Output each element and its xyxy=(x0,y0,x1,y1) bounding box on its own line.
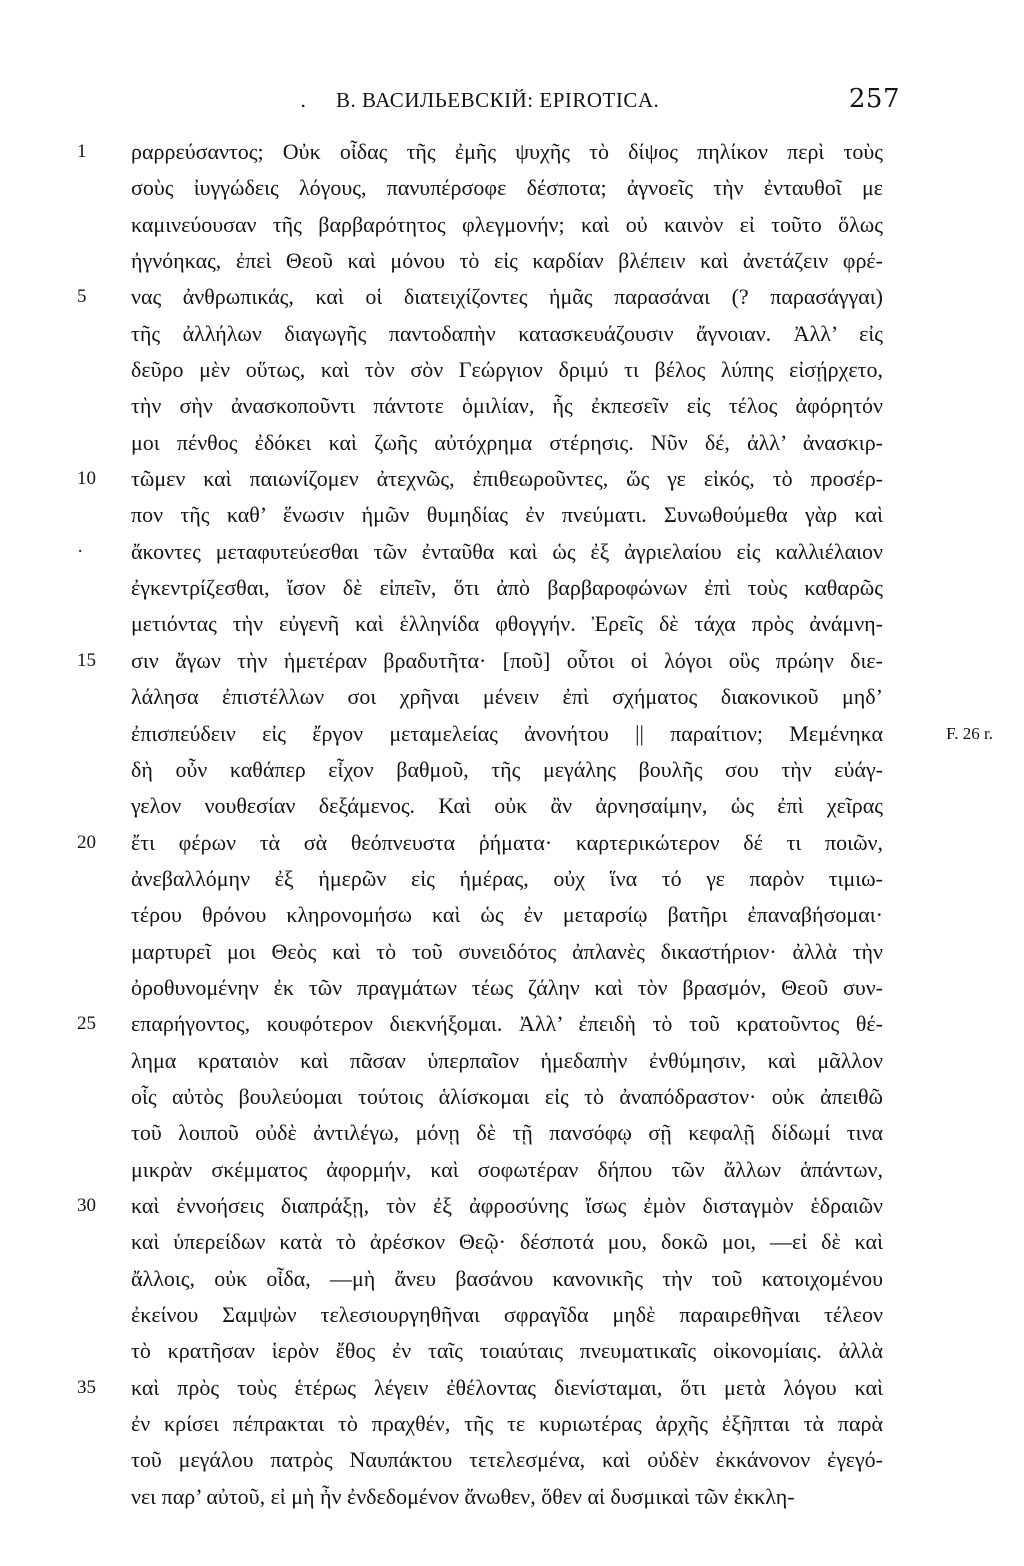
line-text: ραρρεύσαντος; Οὐκ οἶδας τῆς ἐμῆς ψυχῆς τὸ δίψος πηλίκον περὶ τοὺς xyxy=(131,139,883,164)
text-line xyxy=(131,388,883,424)
text-line xyxy=(77,1370,883,1406)
line-number: 30 xyxy=(77,1194,96,1216)
line-text: ἐκείνου Σαμψὼν τελεσιουργηθῆναι σφραγῖδα μηδὲ παραιρεθῆναι τέλεον xyxy=(131,1302,883,1327)
text-line xyxy=(77,461,883,497)
text-line xyxy=(77,534,883,570)
text-line xyxy=(131,1043,883,1079)
line-text: ἐπισπεύδειν εἰς ἔργον μεταμελείας ἀνονήτου || παραίτιον; Μεμένηκα xyxy=(131,720,883,746)
running-head xyxy=(300,84,900,120)
line-text: λημα κραταιὸν καὶ πᾶσαν ὑπερπαῖον ἡμεδαπὴν ἐνθύμησιν, καὶ μᾶλλον xyxy=(131,1047,883,1073)
line-text: τοῦ λοιποῦ οὐδὲ ἀντιλέγω, μόνῃ δὲ τῇ πανσόφῳ σῇ κεφαλῇ δίδωμί τινα xyxy=(131,1120,883,1146)
line-text: καὶ πρὸς τοὺς ἑτέρως λέγειν ἐθέλοντας διενίσταμαι, ὅτι μετὰ λόγου καὶ xyxy=(131,1374,883,1400)
line-text: δεῦρο μὲν οὕτως, καὶ τὸν σὸν Γεώργιον δριμύ τι βέλος λύπης εἰσῄρχετο, xyxy=(131,357,883,383)
line-text: δὴ οὖν καθάπερ εἶχον βαθμοῦ, τῆς μεγάλης βουλῆς σου τὴν εὐάγ- xyxy=(131,756,883,782)
line-text: τοῦ μεγάλου πατρὸς Ναυπάκτου τετελεσμένα, καὶ οὐδὲν ἐκκάνονον ἐγεγό- xyxy=(131,1447,883,1473)
line-text: ἐν κρίσει πέπρακται τὸ πραχθέν, τῆς τε κυριωτέρας ἀρχῆς ἐξῆπται τὰ παρὰ xyxy=(131,1411,883,1437)
line-text: γελον νουθεσίαν δεξάμενος. Καὶ οὐκ ἂν ἀρνησαίμην, ὡς ἐπὶ χεῖρας xyxy=(131,793,883,819)
line-text: ἄλλοις, οὐκ οἶδα, —μὴ ἄνευ βασάνου κανονικῆς τὴν τοῦ κατοιχομένου xyxy=(131,1265,883,1291)
line-number: 25 xyxy=(77,1013,96,1035)
line-text: επαρήγοντος, κουφότερον διεκνήξομαι. Ἀλλ’ ἐπειδὴ τὸ τοῦ κρατοῦντος θέ- xyxy=(131,1011,883,1037)
text-line xyxy=(131,207,883,243)
line-text: οἷς αὐτὸς βουλεύομαι τούτοις ἁλίσκομαι εἰς τὸ ἀναπόδραστον· οὐκ ἀπειθῶ xyxy=(131,1083,883,1109)
line-text: μοι πένθος ἐδόκει καὶ ζωῆς αὐτόχρημα στέρησις. Νῦν δέ, ἀλλ’ ἀνασκιρ- xyxy=(131,429,883,455)
line-number: 5 xyxy=(77,286,87,308)
line-text: ἀνεβαλλόμην ἐξ ἡμερῶν εἰς ἡμέρας, οὐχ ἵνα τό γε παρὸν τιμιω- xyxy=(131,865,883,891)
running-head-dot: . xyxy=(300,88,307,112)
line-text: τὴν σὴν ἀνασκοποῦντι πάντοτε ὁμιλίαν, ἧς ἐκπεσεῖν εἰς τέλος ἀφόρητόν xyxy=(131,393,883,419)
text-line xyxy=(131,1079,883,1115)
line-number: 35 xyxy=(77,1376,96,1398)
line-text: καὶ ὑπερείδων κατὰ τὸ ἀρέσκον Θεῷ· δέσποτά μου, δοκῶ μοι, —εἰ δὲ καὶ xyxy=(131,1229,883,1255)
text-line xyxy=(131,243,883,279)
line-text: ἐγκεντρίζεσθαι, ἴσον δὲ εἰπεῖν, ὅτι ἀπὸ βαρβαροφώνων ἐπὶ τοὺς καθαρῶς xyxy=(131,575,883,601)
text-line xyxy=(131,1152,883,1188)
text-line xyxy=(131,679,883,715)
text-line xyxy=(131,716,993,752)
line-text: τὸ κρατῆσαν ἱερὸν ἔθος ἐν ταῖς τοιαύταις πνευματικαῖς οἰκονομίαις. ἀλλὰ xyxy=(131,1338,883,1364)
line-text: καμινεύουσαν τῆς βαρβαρότητος φλεγμονήν; καὶ οὐ καινὸν εἰ τοῦτο ὅλως xyxy=(131,211,883,237)
text-line xyxy=(77,279,883,315)
text-line xyxy=(131,1261,883,1297)
text-line xyxy=(131,425,883,461)
line-text: τῶμεν καὶ παιωνίζομεν ἀτεχνῶς, ἐπιθεωροῦντες, ὥς γε εἰκός, τὸ προσέρ- xyxy=(131,466,883,492)
text-line xyxy=(131,1406,883,1442)
text-line xyxy=(77,134,883,170)
text-line xyxy=(131,570,883,606)
text-line xyxy=(131,170,883,206)
line-text: μαρτυρεῖ μοι Θεὸς καὶ τὸ τοῦ συνειδότος ἀπλανὲς δικαστήριον· ἀλλὰ τὴν xyxy=(131,938,883,964)
line-text: νας ἀνθρωπικάς, καὶ οἱ διατειχίζοντες ἡμᾶς παρασάναι (? παρασάγγαι) xyxy=(131,284,883,310)
line-text: μικρὰν σκέμματος ἀφορμήν, καὶ σοφωτέραν δήπου τῶν ἄλλων ἁπάντων, xyxy=(131,1156,883,1182)
line-text: ἔτι φέρων τὰ σὰ θεόπνευστα ῥήματα· καρτερικώτερον δέ τι ποιῶν, xyxy=(131,829,883,855)
text-line xyxy=(131,1224,883,1260)
text-line xyxy=(131,606,883,642)
line-text: νει παρ’ αὐτοῦ, εἰ μὴ ἦν ἐνδεδομένον ἄνωθεν, ὅθεν αἱ δυσμικαὶ τῶν ἐκκλη- xyxy=(131,1483,795,1509)
line-number: 20 xyxy=(77,831,96,853)
line-text: καὶ ἐννοήσεις διαπράξῃ, τὸν ἐξ ἀφροσύνης ἴσως ἐμὸν δισταγμὸν ἑδραιῶν xyxy=(131,1192,883,1218)
text-line xyxy=(77,825,883,861)
text-line xyxy=(131,1442,883,1478)
folio-margin-note: F. 26 r. xyxy=(946,723,993,743)
text-line xyxy=(77,1006,883,1042)
line-text: σιν ἄγων τὴν ἡμετέραν βραδυτῆτα· [ποῦ] οὗτοι οἱ λόγοι οὓς πρώην διε- xyxy=(131,647,883,673)
text-line xyxy=(131,497,883,533)
text-line xyxy=(131,1479,883,1515)
text-line xyxy=(131,316,883,352)
line-text: τέρου θρόνου κληρονομήσω καὶ ὡς ἐν μεταρσίῳ βατῆρι ἐπαναβήσομαι· xyxy=(131,902,883,928)
line-text: ἄκοντες μεταφυτεύεσθαι τῶν ἐνταῦθα καὶ ὡς ἐξ ἀγριελαίου εἰς καλλιέλαιον xyxy=(131,538,883,564)
text-line xyxy=(131,1333,883,1369)
text-line xyxy=(131,788,883,824)
text-line xyxy=(131,1115,883,1151)
running-head-author: В. ВАСИЛЬЕВСКІЙ: EPIROTICA. xyxy=(336,88,660,112)
text-line xyxy=(131,1297,883,1333)
text-line xyxy=(131,897,883,933)
line-text: τῆς ἀλλήλων διαγωγῆς παντοδαπὴν κατασκευάζουσιν ἄγνοιαν. Ἀλλ’ εἰς xyxy=(131,320,883,346)
text-line xyxy=(131,970,883,1006)
line-text: πον τῆς καθ’ ἕνωσιν ἡμῶν θυμηδίας ἐν πνεύματι. Συνωθούμεθα γὰρ καὶ xyxy=(131,502,883,528)
line-number: 1 xyxy=(77,141,87,162)
line-number: 15 xyxy=(77,649,96,671)
line-number: 10 xyxy=(77,468,96,490)
greek-text-body xyxy=(77,134,993,1515)
text-line xyxy=(131,752,883,788)
line-text: ἠγνόηκας, ἐπεὶ Θεοῦ καὶ μόνου τὸ εἰς καρδίαν βλέπειν καὶ ἀνετάζειν φρέ- xyxy=(131,248,883,274)
line-text: λάλησα ἐπιστέλλων σοι χρῆναι μένειν ἐπὶ σχήματος διακονικοῦ μηδ’ xyxy=(131,684,883,710)
text-line xyxy=(77,643,883,679)
text-line xyxy=(131,352,883,388)
line-number: · xyxy=(77,540,84,562)
text-line xyxy=(77,1188,883,1224)
text-line xyxy=(131,861,883,897)
page-number: 257 xyxy=(848,84,900,114)
line-text: ὀροθυνομένην ἐκ τῶν πραγμάτων τέως ζάλην καὶ τὸν βρασμόν, Θεοῦ συν- xyxy=(131,974,883,1000)
line-text: μετιόντας τὴν εὐγενῆ καὶ ἑλληνίδα φθογγήν. Ἐρεῖς δὲ τάχα πρὸς ἀνάμνη- xyxy=(131,611,883,637)
text-line xyxy=(131,934,883,970)
line-text: σοὺς ἰυγγώδεις λόγους, πανυπέρσοφε δέσποτα; ἀγνοεῖς τὴν ἐνταυθοῖ με xyxy=(131,175,883,201)
